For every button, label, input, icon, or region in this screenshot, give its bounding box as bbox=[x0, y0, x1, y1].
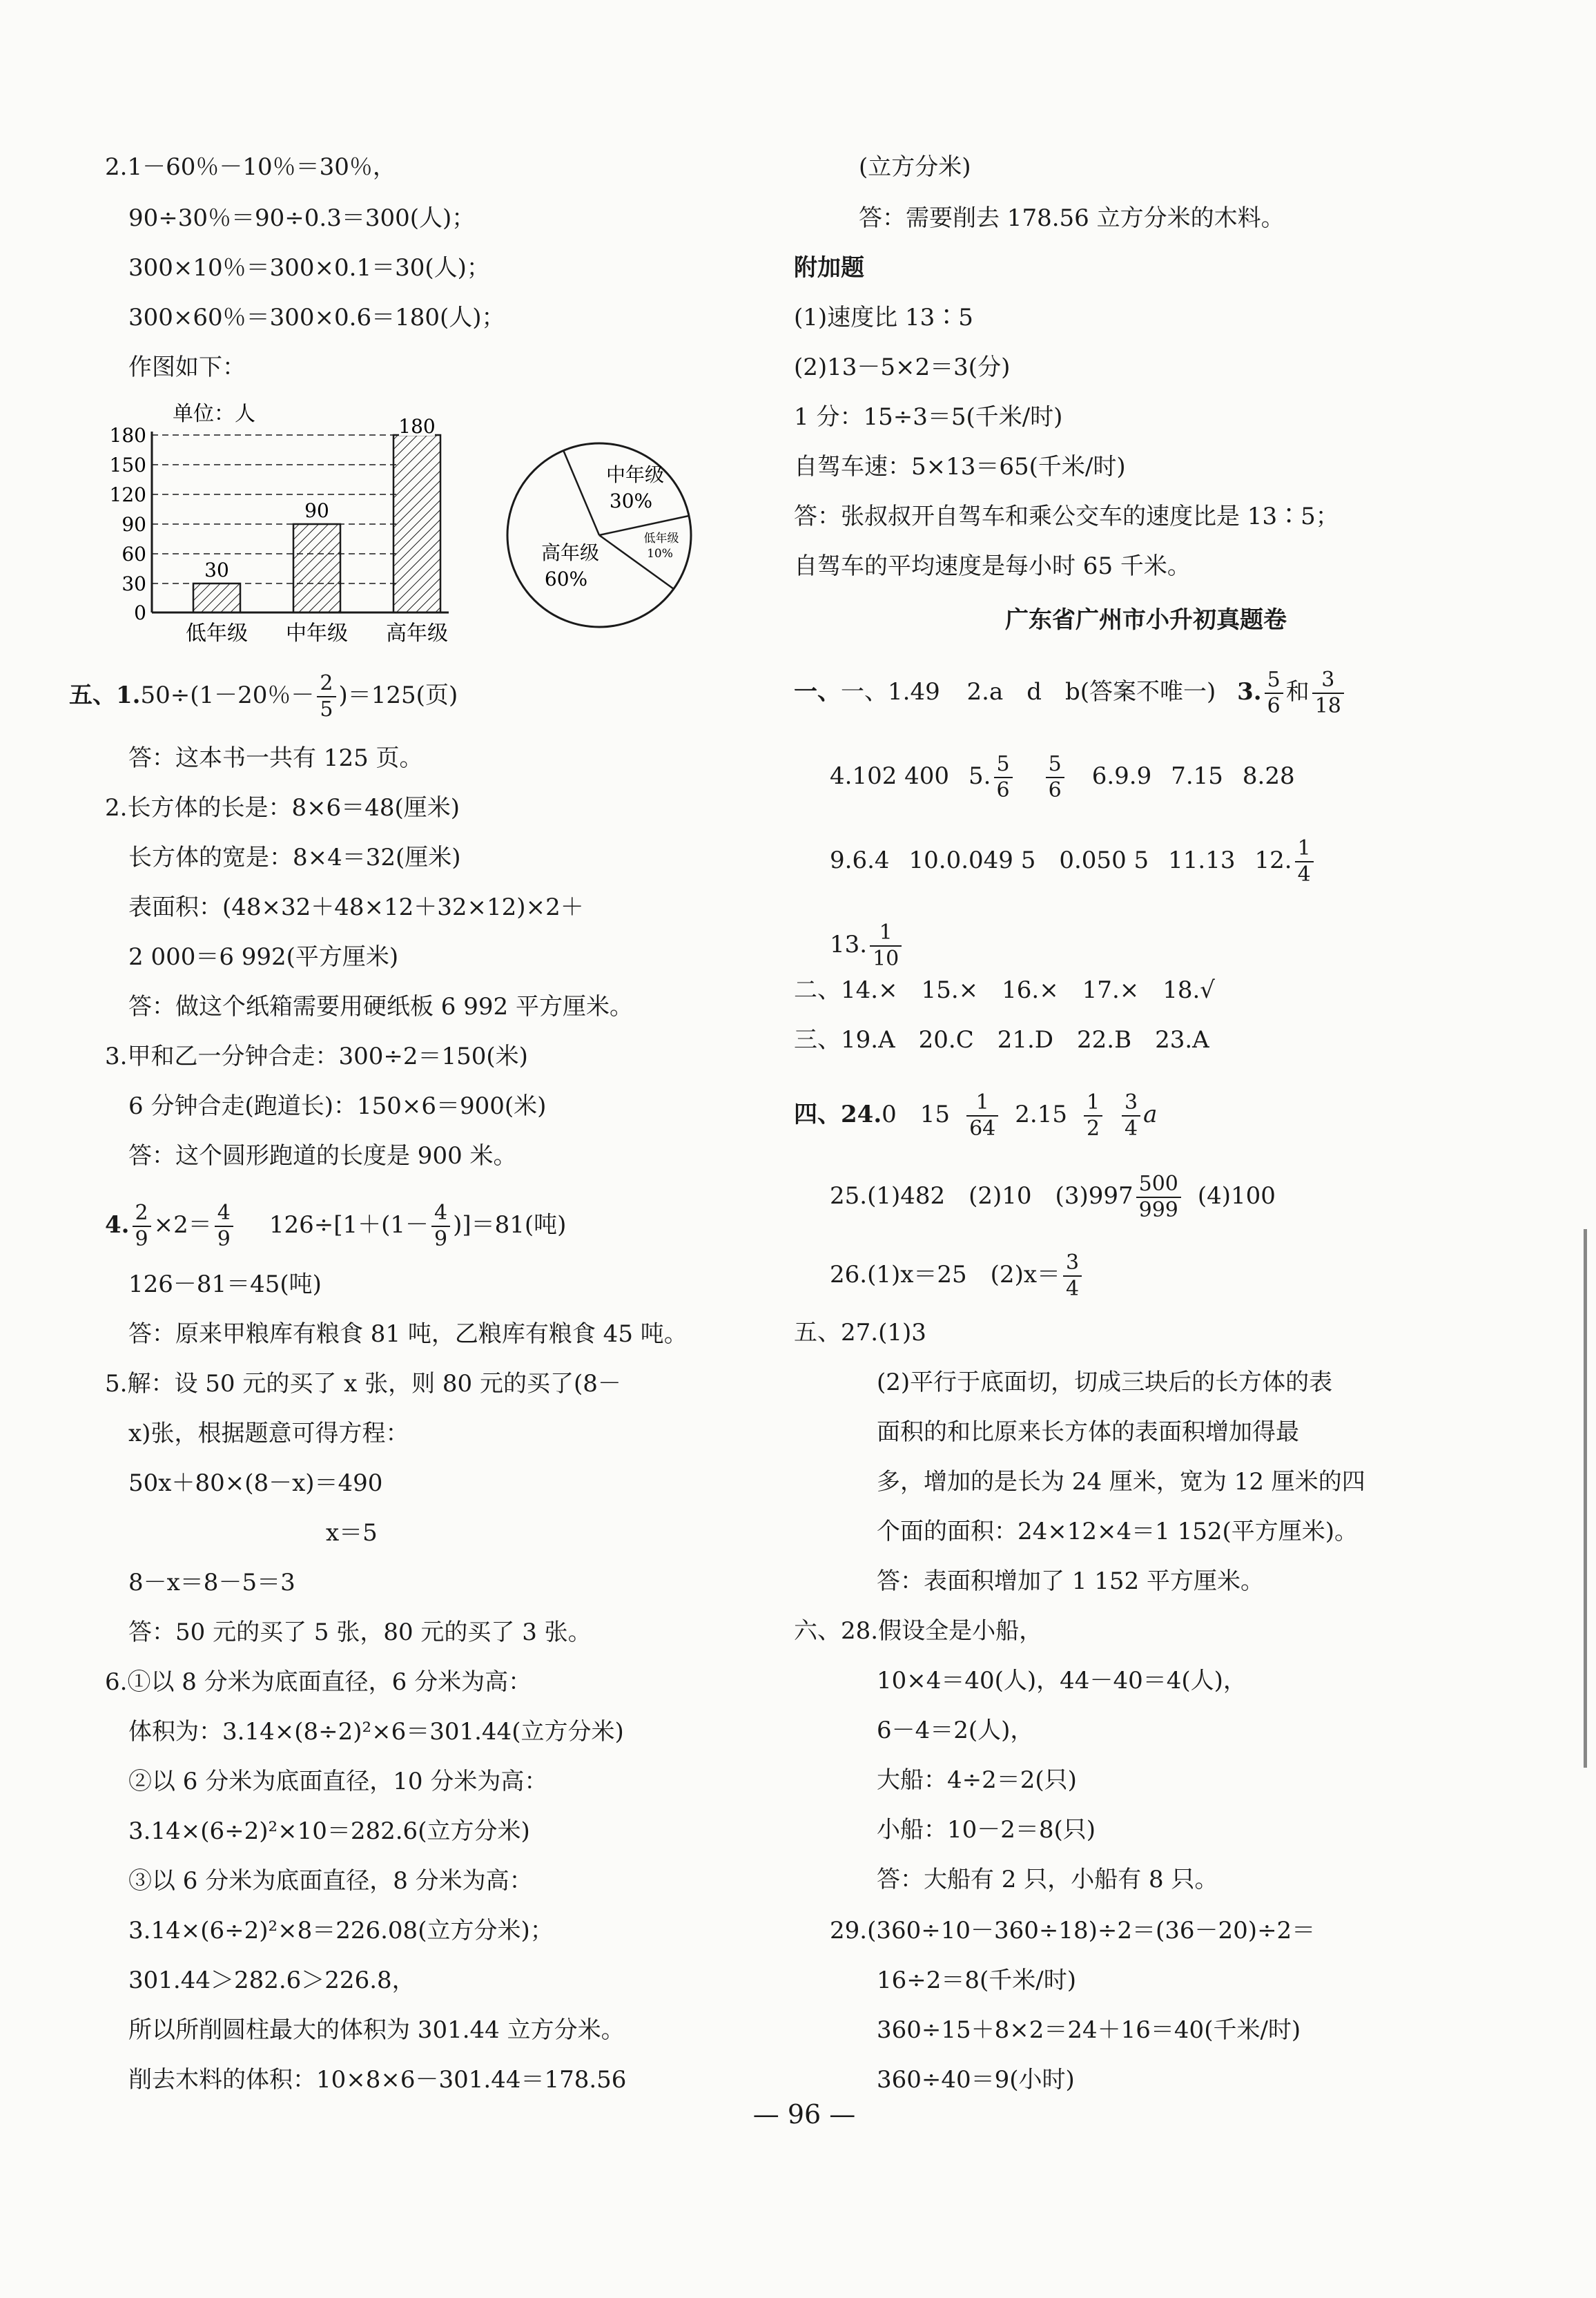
p5-line3: 面积的和比原来长方体的表面积增加得最 bbox=[877, 1418, 1299, 1446]
p6-line1: 六、28.假设全是小船， bbox=[794, 1617, 1043, 1645]
bar-mid-grade bbox=[293, 524, 340, 612]
q2-line4: 300×60％＝300×0.6＝180(人)； bbox=[128, 304, 505, 331]
x-label-high: 高年级 bbox=[386, 621, 448, 646]
p5-answer: 答：表面积增加了 1 152 平方厘米。 bbox=[877, 1567, 1264, 1595]
y-tick-120: 120 bbox=[109, 483, 146, 506]
s5-q6-line5: ③以 6 分米为底面直径，8 分米为高： bbox=[128, 1867, 533, 1895]
s5-q6-line6: 3.14×(6÷2)²×8＝226.08(立方分米)； bbox=[128, 1917, 554, 1944]
bar-value-180: 180 bbox=[398, 415, 436, 438]
extra-line1: (1)速度比 13∶5 bbox=[794, 304, 973, 331]
p4-q24: 四、24.0 15 $\frac{1}{64}$ 2.15 $\frac{1}{2}$ $\frac{3}{4}$ a bbox=[794, 1090, 1158, 1141]
fraction: $\frac{3}{4}$ bbox=[1063, 1253, 1082, 1300]
s5-q6-line3: ②以 6 分米为底面直径，10 分米为高： bbox=[128, 1768, 548, 1795]
s5-q3-answer: 答：这个圆形跑道的长度是 900 米。 bbox=[128, 1142, 517, 1170]
p6-line5: 小船：10－2＝8(只) bbox=[877, 1816, 1096, 1844]
s5-q5-line3: 50x＋80×(8－x)＝490 bbox=[128, 1469, 383, 1497]
s5-q2-line2: 长方体的宽是：8×4＝32(厘米) bbox=[128, 844, 461, 871]
p5-line5: 个面的面积：24×12×4＝1 152(平方厘米)。 bbox=[877, 1518, 1358, 1545]
p5-line1: 五、27.(1)3 bbox=[794, 1319, 926, 1346]
s5-q5-line4: x＝5 bbox=[326, 1519, 378, 1547]
fraction: $\frac{5}{6}$ bbox=[1265, 670, 1283, 717]
extra-line3: 1 分：15÷3＝5(千米/时) bbox=[794, 403, 1063, 431]
extra-line2: (2)13－5×2＝3(分) bbox=[794, 354, 1011, 381]
bar-value-30: 30 bbox=[204, 559, 229, 581]
p6-line4: 大船：4÷2＝2(只) bbox=[877, 1766, 1077, 1794]
fraction: $\frac{5}{6}$ bbox=[1046, 754, 1064, 801]
extra-title: 附加题 bbox=[794, 254, 864, 282]
pie-high-name: 高年级 bbox=[541, 541, 600, 564]
pie-mid-name: 中年级 bbox=[605, 463, 665, 486]
y-tick-180: 180 bbox=[109, 424, 146, 447]
s5-q3-line1: 3.甲和乙一分钟合走：300÷2＝150(米) bbox=[105, 1043, 528, 1070]
s5-q5-answer: 答：50 元的买了 5 张，80 元的买了 3 张。 bbox=[128, 1619, 592, 1646]
pie-high-pct: 60% bbox=[544, 568, 588, 590]
pie-low-pct: 10% bbox=[647, 547, 673, 561]
extra-line5: 答：张叔叔开自驾车和乘公交车的速度比是 13∶5； bbox=[794, 503, 1339, 530]
q2-line1: 2.1－60％－10％＝30％， bbox=[105, 153, 396, 181]
s5-q4-line2: 126－81＝45(吨) bbox=[128, 1271, 322, 1298]
s5-q5-line2: x)张，根据题意可得方程： bbox=[128, 1420, 409, 1447]
p1-row2: 4.102 400 5. $\frac{5}{6}$ $\frac{5}{6}$ 6.9.9 7.15 8.28 bbox=[830, 752, 1295, 802]
p6-answer: 答：大船有 2 只，小船有 8 只。 bbox=[877, 1866, 1218, 1893]
scan-edge-mark bbox=[1584, 1229, 1587, 1768]
p5-line2: (2)平行于底面切，切成三块后的长方体的表 bbox=[877, 1369, 1333, 1396]
s5-q6-line7: 301.44＞282.6＞226.8， bbox=[128, 1967, 416, 1994]
s5-q6-line2: 体积为：3.14×(8÷2)²×6＝301.44(立方分米) bbox=[128, 1718, 624, 1746]
pie-divider-top bbox=[563, 450, 599, 535]
y-tick-60: 60 bbox=[121, 543, 146, 566]
p6-line2: 10×4＝40(人)，44－40＝4(人)， bbox=[877, 1667, 1247, 1694]
s5-q2-line1: 2.长方体的长是：8×6＝48(厘米) bbox=[105, 794, 460, 822]
grid-lines bbox=[152, 435, 400, 583]
s5-q6-line4: 3.14×(6÷2)²×10＝282.6(立方分米) bbox=[128, 1817, 530, 1845]
pie-mid-pct: 30% bbox=[609, 490, 653, 512]
s5-q2-line3: 表面积：(48×32＋48×12＋32×12)×2＋ bbox=[128, 894, 584, 921]
s5-q2-answer: 答：做这个纸箱需要用硬纸板 6 992 平方厘米。 bbox=[128, 993, 633, 1021]
p4-q25: 25.(1)482 (2)10 (3)997 $\frac{500}{999}$ (4)100 bbox=[830, 1172, 1276, 1222]
extra-line4: 自驾车速：5×13＝65(千米/时) bbox=[794, 453, 1126, 481]
fraction: $\frac{2}{5}$ bbox=[317, 673, 335, 720]
p6-q29-line1: 29.(360÷10－360÷18)÷2＝(36－20)÷2＝ bbox=[830, 1917, 1316, 1944]
exam-title: 广东省广州市小升初真题卷 bbox=[1005, 606, 1287, 634]
bar-high-grade bbox=[393, 435, 440, 612]
fraction: $\frac{4}{9}$ bbox=[431, 1203, 450, 1250]
s5-q2-line4: 2 000＝6 992(平方厘米) bbox=[128, 943, 399, 971]
s5-q1: 五、1.50÷(1－20％－ $\frac{2}{5}$ )＝125(页) bbox=[69, 671, 458, 722]
fraction: $\frac{3}{4}$ bbox=[1122, 1092, 1140, 1139]
s5-q1-answer: 答：这本书一共有 125 页。 bbox=[128, 744, 423, 772]
fraction: $\frac{5}{6}$ bbox=[994, 754, 1013, 801]
p2-row: 二、14.× 15.× 16.× 17.× 18.√ bbox=[794, 976, 1215, 1004]
s5-q5-line5: 8－x＝8－5＝3 bbox=[128, 1569, 295, 1596]
bar-chart-unit-label: 单位：人 bbox=[173, 402, 255, 426]
y-tick-90: 90 bbox=[121, 513, 146, 536]
x-label-mid: 中年级 bbox=[286, 621, 348, 646]
fraction: $\frac{3}{18}$ bbox=[1312, 670, 1344, 717]
q2-line5: 作图如下： bbox=[128, 354, 246, 381]
p6-q29-line2: 16÷2＝8(千米/时) bbox=[877, 1967, 1076, 1994]
page-number: — 96 — bbox=[752, 2099, 856, 2130]
s5-q5-line1: 5.解：设 50 元的买了 x 张，则 80 元的买了(8－ bbox=[105, 1370, 621, 1398]
fraction: $\frac{1}{64}$ bbox=[966, 1092, 998, 1139]
bar-chart bbox=[104, 397, 476, 653]
q2-line2: 90÷30％＝90÷0.3＝300(人)； bbox=[128, 204, 476, 232]
s5-q4-answer: 答：原来甲粮库有粮食 81 吨，乙粮库有粮食 45 吨。 bbox=[128, 1320, 688, 1348]
y-tick-0: 0 bbox=[134, 601, 146, 624]
x-label-low: 低年级 bbox=[186, 621, 248, 646]
s5-q6-line1: 6.①以 8 分米为底面直径，6 分米为高： bbox=[105, 1668, 532, 1696]
s5-q6-line9: 削去木料的体积：10×8×6－301.44＝178.56 bbox=[128, 2066, 627, 2094]
p1-row1: 一、一、1.49 2.a d b(答案不唯一) 3. $\frac{5}{6}$ 和 $\frac{3}{18}$ bbox=[794, 670, 1347, 717]
p3-row: 三、19.A 20.C 21.D 22.B 23.A bbox=[794, 1026, 1209, 1054]
extra-line6: 自驾车的平均速度是每小时 65 千米。 bbox=[794, 552, 1191, 580]
pie-low-name: 低年级 bbox=[643, 532, 679, 545]
fraction: $\frac{4}{9}$ bbox=[215, 1203, 233, 1250]
p5-line4: 多，增加的是长为 24 厘米，宽为 12 厘米的四 bbox=[877, 1468, 1365, 1496]
fraction: $\frac{1}{10}$ bbox=[870, 923, 902, 969]
p6-line3: 6－4＝2(人)， bbox=[877, 1717, 1034, 1744]
p4-q26: 26.(1)x＝25 (2)x＝ $\frac{3}{4}$ bbox=[830, 1253, 1084, 1300]
s5-q3-line2: 6 分钟合走(跑道长)：150×6＝900(米) bbox=[128, 1092, 547, 1120]
cont-answer: 答：需要削去 178.56 立方分米的木料。 bbox=[859, 204, 1285, 232]
pie-chart bbox=[503, 438, 696, 632]
bar-low-grade bbox=[193, 583, 240, 612]
y-tick-150: 150 bbox=[109, 454, 146, 476]
fraction: $\frac{1}{4}$ bbox=[1295, 838, 1314, 885]
s5-q6-line8: 所以所削圆柱最大的体积为 301.44 立方分米。 bbox=[128, 2016, 625, 2044]
s5-q4-line1: 4. $\frac{2}{9}$ ×2＝ $\frac{4}{9}$ 126÷[1＋(1－ $\frac{4}{9}$ )]＝81(吨) bbox=[105, 1201, 567, 1251]
fraction: $\frac{500}{999}$ bbox=[1136, 1174, 1181, 1221]
p6-q29-line3: 360÷15＋8×2＝24＋16＝40(千米/时) bbox=[877, 2016, 1301, 2044]
cont-line1: (立方分米) bbox=[859, 153, 971, 181]
fraction: $\frac{1}{2}$ bbox=[1084, 1092, 1102, 1139]
bar-value-90: 90 bbox=[304, 499, 329, 522]
y-tick-30: 30 bbox=[121, 572, 146, 595]
p1-row4: 13. $\frac{1}{10}$ bbox=[830, 923, 904, 969]
fraction: $\frac{2}{9}$ bbox=[133, 1203, 151, 1250]
p1-row3: 9.6.4 10.0.049 5 0.050 5 11.13 12. $\frac{1}{4}$ bbox=[830, 838, 1316, 885]
q2-line3: 300×10％＝300×0.1＝30(人)； bbox=[128, 254, 490, 282]
p6-q29-line4: 360÷40＝9(小时) bbox=[877, 2066, 1075, 2094]
